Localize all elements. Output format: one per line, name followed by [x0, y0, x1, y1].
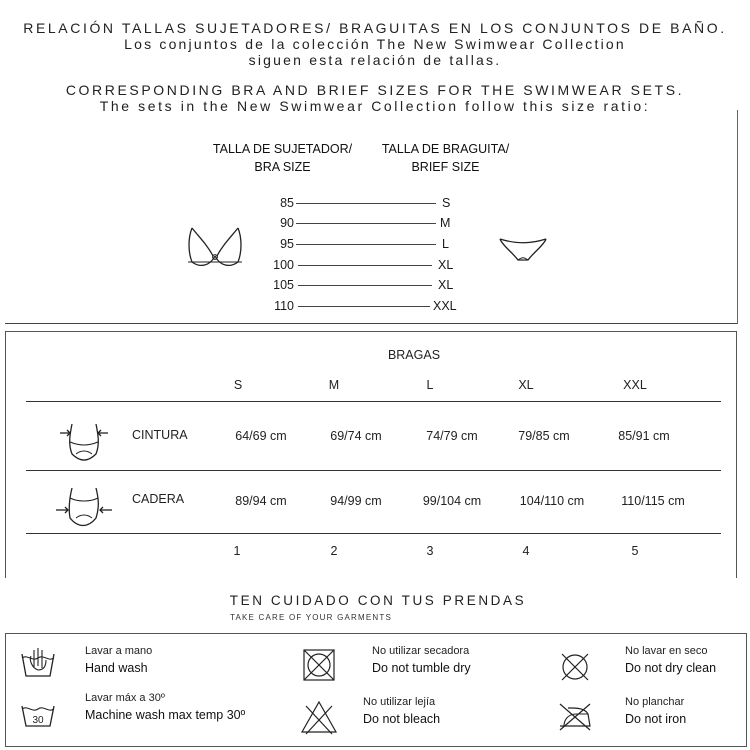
care-item-no-bleach	[363, 694, 440, 728]
size-connector	[298, 285, 432, 286]
care-en: Do not iron	[625, 712, 687, 726]
care-es: No lavar en seco	[625, 645, 708, 657]
bra-size: 100	[273, 258, 294, 272]
care-subtitle: TAKE CARE OF YOUR GARMENTS	[229, 613, 393, 622]
bra-size: 105	[273, 278, 294, 292]
care-en: Do not bleach	[363, 712, 441, 726]
brief-size: M	[440, 216, 451, 230]
bra-size-heading-en: BRA SIZE	[254, 160, 311, 174]
col-head-xl: XL	[518, 378, 534, 392]
hip-value-s: 89/94 cm	[235, 494, 287, 508]
care-es: Lavar máx a 30º	[85, 692, 165, 704]
care-en: Do not dry clean	[625, 661, 717, 675]
size-connector	[296, 223, 436, 224]
hip-measure-icon	[54, 484, 116, 534]
brief-size-heading-es: TALLA DE BRAGUITA/	[381, 142, 510, 156]
care-title: TEN CUIDADO CON TUS PRENDAS	[229, 593, 527, 608]
size-row	[260, 196, 490, 210]
care-es: No utilizar secadora	[372, 645, 470, 657]
care-es: Lavar a mano	[85, 645, 153, 657]
wash-temp-label: 30	[32, 715, 44, 726]
hip-value-xxl: 110/115 cm	[621, 494, 685, 508]
hip-value-m: 94/99 cm	[330, 494, 382, 508]
row-label-cadera: CADERA	[132, 492, 185, 506]
header-en-line1: CORRESPONDING BRA AND BRIEF SIZES FOR THE SWIMWEAR SETS.	[65, 82, 685, 98]
care-en: Hand wash	[85, 661, 148, 675]
measure-table-frame	[5, 331, 737, 578]
waist-value-s: 64/69 cm	[235, 429, 287, 443]
brief-size-heading	[368, 140, 523, 176]
care-item-no-iron	[625, 694, 686, 728]
col-head-l: L	[426, 378, 434, 392]
machine-wash-30-icon	[20, 702, 56, 730]
header-es-line3: siguen esta relación de tallas.	[248, 52, 502, 68]
brief-size: XXL	[433, 299, 457, 313]
header-en-line2: The sets in the New Swimwear Collection follow this size ratio:	[99, 98, 651, 114]
size-connector	[298, 265, 432, 266]
table-rule	[26, 533, 721, 534]
no-bleach-icon	[300, 700, 338, 736]
table-rule	[26, 470, 721, 471]
hip-value-xl: 104/110 cm	[519, 494, 585, 508]
size-row	[260, 278, 490, 292]
row-label-cintura: CINTURA	[132, 428, 188, 442]
column-number: 5	[631, 544, 639, 558]
bra-icon	[186, 224, 244, 270]
bra-size-heading-es: TALLA DE SUJETADOR/	[212, 142, 353, 156]
col-head-s: S	[233, 378, 243, 392]
col-head-xxl: XXL	[623, 378, 647, 392]
care-en: Machine wash max temp 30º	[85, 708, 246, 722]
size-row	[260, 299, 490, 313]
size-row	[260, 216, 490, 230]
brief-icon	[498, 236, 548, 264]
size-connector	[298, 306, 430, 307]
waist-value-xxl: 85/91 cm	[618, 429, 670, 443]
waist-value-m: 69/74 cm	[330, 429, 382, 443]
column-number: 3	[426, 544, 434, 558]
column-number: 1	[233, 544, 241, 558]
bra-size: 110	[274, 299, 294, 313]
size-row	[260, 237, 490, 251]
bra-size: 95	[280, 237, 294, 251]
measure-table-title: BRAGAS	[387, 348, 441, 362]
bra-size: 90	[280, 216, 294, 230]
brief-size: S	[442, 196, 451, 210]
care-item-no-dry-clean	[625, 643, 716, 677]
table-rule	[26, 401, 721, 402]
no-iron-icon	[556, 702, 594, 732]
no-tumble-dry-icon	[302, 648, 336, 682]
size-connector	[296, 244, 436, 245]
size-row	[260, 258, 490, 272]
care-es: No planchar	[625, 696, 685, 708]
column-number: 4	[522, 544, 530, 558]
hip-value-l: 99/104 cm	[422, 494, 482, 508]
size-connector	[296, 203, 436, 204]
care-es: No utilizar lejía	[363, 696, 436, 708]
bra-size: 85	[280, 196, 294, 210]
bra-size-heading	[200, 140, 365, 176]
care-item-hand-wash	[85, 643, 152, 677]
header-es-line2: Los conjuntos de la colección The New Swimwear Collection	[124, 36, 626, 52]
brief-size: XL	[438, 258, 454, 272]
header-es-line1: RELACIÓN TALLAS SUJETADORES/ BRAGUITAS EN LOS CONJUNTOS DE BAÑO.	[23, 20, 727, 36]
section-border-right	[737, 110, 738, 324]
section-divider	[5, 323, 738, 324]
brief-size: XL	[438, 278, 454, 292]
brief-size-heading-en: BRIEF SIZE	[411, 160, 480, 174]
waist-value-l: 74/79 cm	[426, 429, 478, 443]
no-dry-clean-icon	[558, 650, 592, 684]
care-item-machine-wash	[85, 690, 245, 724]
care-en: Do not tumble dry	[372, 661, 471, 675]
hand-wash-icon	[20, 646, 56, 680]
waist-value-xl: 79/85 cm	[518, 429, 570, 443]
column-number: 2	[330, 544, 338, 558]
col-head-m: M	[328, 378, 340, 392]
waist-measure-icon	[58, 418, 114, 468]
brief-size: L	[442, 237, 449, 251]
care-item-no-tumble-dry	[372, 643, 471, 677]
